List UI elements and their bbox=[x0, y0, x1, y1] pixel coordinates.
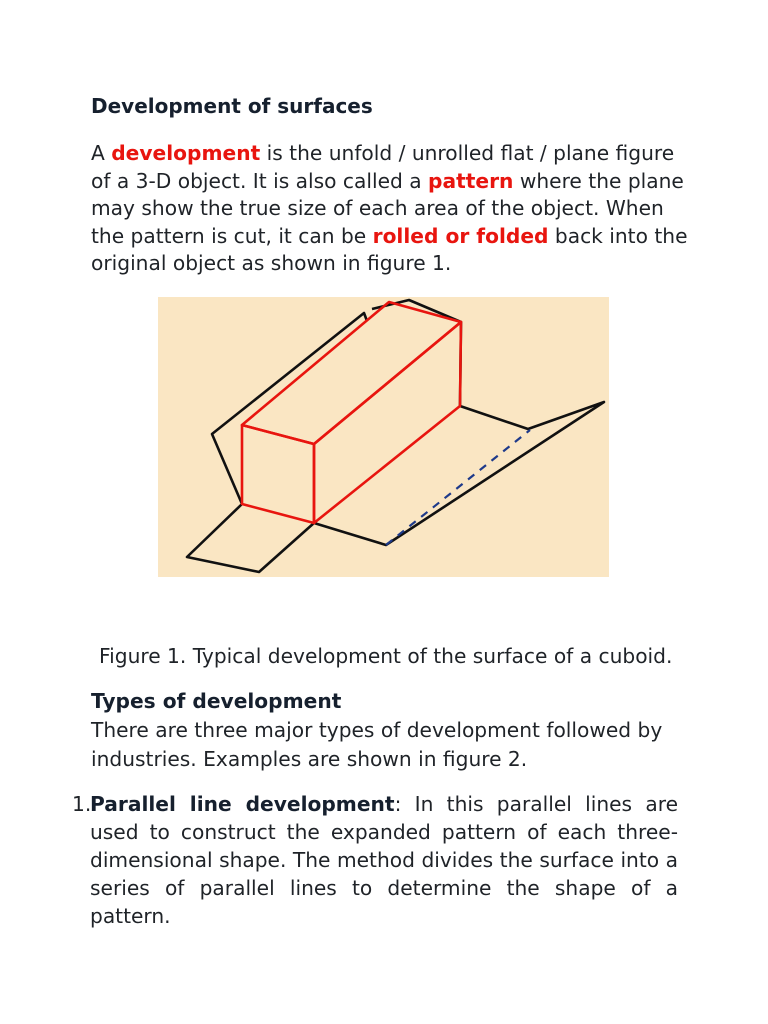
list-number: 1. bbox=[72, 792, 92, 816]
types-paragraph: There are three major types of development followed by industries. Examples are shown in figure 2. bbox=[91, 718, 663, 771]
keyword-pattern: pattern bbox=[428, 168, 514, 193]
bottom-left-flap-outline bbox=[187, 504, 314, 572]
cuboid-side-face bbox=[314, 322, 461, 523]
keyword-rolled-or-folded: rolled or folded bbox=[372, 223, 549, 248]
left-flap-outline bbox=[212, 313, 367, 504]
intro-paragraph bbox=[91, 140, 691, 278]
page-title: Development of surfaces bbox=[91, 94, 373, 118]
intro-text-3: where the plane may show the true size of each area of the object. When the pattern is cut, it can be bbox=[91, 168, 684, 248]
right-flap-outline bbox=[314, 402, 604, 545]
keyword-development: development bbox=[111, 141, 261, 165]
figure-1-caption: Figure 1. Typical development of the surface of a cuboid. bbox=[99, 644, 673, 668]
intro-text-1: A bbox=[91, 141, 112, 165]
list-item-text: : In this parallel lines are used to construct the expanded pattern of each three-dimensional shape. The method divides the surface into a series of parallel lines to determine the shape of a pattern. bbox=[90, 792, 678, 928]
intro-text-4: back into the original object as shown in figure 1. bbox=[91, 223, 688, 275]
types-heading: Types of development bbox=[91, 689, 342, 713]
list-item-title: Parallel line development bbox=[90, 792, 395, 816]
list-item-body bbox=[90, 790, 678, 930]
top-flap-outline bbox=[372, 300, 461, 406]
cuboid-development-drawing bbox=[158, 297, 609, 577]
intro-text-2: is the unfold / unrolled flat / plane figure of a 3-D object. It is also called a bbox=[91, 141, 675, 193]
cuboid-front-face bbox=[242, 425, 314, 523]
figure-cuboid-development bbox=[158, 297, 609, 577]
